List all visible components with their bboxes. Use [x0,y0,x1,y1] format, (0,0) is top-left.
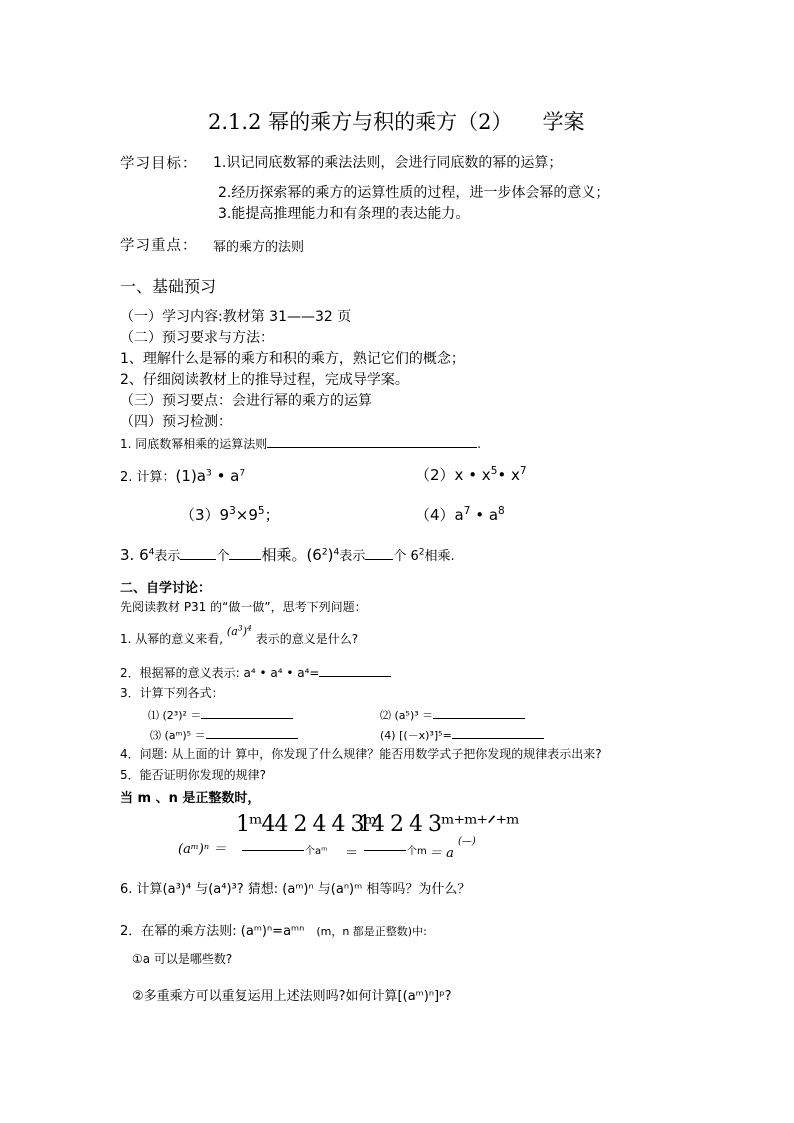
preview-q3 [120,544,455,565]
calc-text: ⑴ (2³)² ＝ [148,709,202,722]
exponent: 8 [498,505,505,517]
expr: 3. 6 [120,546,149,564]
expr: 表示 [339,549,366,564]
preview-q1 [120,433,481,452]
sub-question-2: ②多重乘方可以重复运用上述法则吗?如何计算[(aᵐ)ⁿ]ᵖ? [132,989,452,1004]
exponent: 7 [519,465,527,477]
discussion-q6: 6. 计算(a³)⁴ 与(a⁴)³? 猜想: (aᵐ)ⁿ 与(aⁿ)ᵐ 相等吗？为什么？ [120,882,471,897]
expr: ) [242,625,247,638]
exponent: 3 [237,623,243,633]
answer-blank[interactable] [267,433,477,448]
expr: ； [264,506,280,524]
calc-text: (4) [(－x)³]⁵= [380,729,452,742]
discussion-q2 [120,662,391,681]
calc-text: ⑵ (a⁵)³ ＝ [380,709,434,722]
condition-line: 当 m 、n 是正整数时， [120,791,261,806]
preview-q2-label: 2. 计算： [120,470,176,485]
objective-item: 1.识记同底数幂的乘法法则，会进行同底数的幂的运算； [213,155,563,171]
exponent: 4 [333,547,340,558]
page-title [208,106,584,136]
derivation-blank-1[interactable] [242,850,304,851]
expr: • a [211,467,240,485]
derivation-blank-2[interactable] [364,850,406,851]
section1-line: （三）预习要点：会进行幂的乘方的运算 [120,393,372,409]
answer-blank[interactable] [452,724,544,739]
exponent: 7 [463,505,471,517]
calc-item-1 [148,704,293,723]
section1-line: （二）预习要求与方法： [120,330,274,346]
focus-label: 学习重点： [120,238,198,254]
derivation-rhs-exp: (—) [458,836,476,847]
expr: (a [226,625,238,638]
derivation-sub-1: 个aᵐ [305,846,328,857]
derivation-eq-2: ＝ [345,846,359,861]
derivation-sub-2: 个m [407,846,427,857]
expr: • x [497,466,520,484]
section2-intro: 先阅读教材 P31 的“做一做”，思考下列问题： [120,600,367,614]
expr: ) [327,546,334,564]
preview-q2d [415,504,505,525]
calc-text: ⑶ (aᵐ)⁵ ＝ [150,729,206,742]
question-text: 2．根据幂的意义表示: a⁴ • a⁴ • a⁴= [120,666,320,680]
answer-blank[interactable] [201,704,293,719]
exponent: 5 [257,505,265,517]
section2-heading: 二、自学讨论： [120,581,212,596]
calc-item-2 [380,704,525,723]
expr: • a [470,506,499,524]
expr: （4）a [415,506,464,524]
expr: (1)a [175,467,206,485]
question-text: 2．在幂的乘方法则: (aᵐ)ⁿ=aᵐⁿ [120,924,305,939]
expr: 个 6 [393,549,419,564]
derivation-eq-3: ＝ a [429,846,454,861]
expr: ×9 [235,506,258,524]
exponent: 3 [229,505,236,517]
exponent: 2 [321,547,328,558]
discussion-q1 [120,623,359,647]
discussion-q5: 5．能否证明你发现的规律? [120,768,267,782]
discussion-q3: 3．计算下列各式： [120,686,224,700]
expr: 相乘. [424,549,455,564]
section1-line: 2、仔细阅读教材上的推导过程，完成导学案。 [120,372,409,388]
calc-item-3 [150,724,298,743]
expr: （2）x • x [415,466,491,484]
title-suffix: 学案 [542,110,585,134]
derivation-block [0,808,794,868]
exponent: 4 [148,547,155,558]
objectives-label: 学习目标： [120,156,198,172]
derivation-brace-1: 1ᵐ44 2 4 4 3ᵐ [236,812,376,837]
math-expr [227,625,252,638]
discussion-q7 [120,920,427,939]
question-note: (m，n 都是正整数)中: [316,925,427,938]
exponent: 7 [239,468,246,479]
answer-blank[interactable] [206,724,298,739]
objective-item: 2.经历探索幂的乘方的运算性质的过程，进一步体会幂的意义； [218,185,610,201]
answer-blank[interactable] [229,545,261,560]
derivation-lhs: (aᵐ)ⁿ ＝ [178,842,227,857]
preview-q2c [180,504,280,525]
exponent: 2 [418,547,425,558]
question-text: 表示的意义是什么? [255,632,359,646]
calc-item-4 [380,724,544,743]
discussion-q4: 4．问题: 从上面的计 算中，你发现了什么规律？能否用数学式子把你发现的规律表示出来? [120,747,602,761]
focus-text: 幂的乘方的法则 [213,240,305,255]
expr: 相乘。(6 [261,546,322,564]
preview-q2b [415,464,527,485]
objective-item: 3.能提高推理能力和有条理的表达能力。 [218,206,470,222]
exponent: 3 [206,468,212,479]
exponent: 5 [490,465,498,477]
exponent: 4 [246,623,252,633]
answer-blank[interactable] [319,662,391,677]
section1-line: 1、理解什么是幂的乘方和积的乘方，熟记它们的概念； [120,351,465,367]
derivation-brace-2: 14 2 4 3ᵐ⁺ᵐ⁺ᐟ⁺ᵐ [358,812,519,837]
question-text: 1. 从幂的意义来看, [120,632,224,646]
title-main: 2.1.2 幂的乘方与积的乘方（2） [208,110,513,134]
preview-q1-text: 1. 同底数幂相乘的运算法则 [120,437,268,451]
section1-heading: 一、基础预习 [120,277,217,296]
preview-q1-end: . [477,437,482,451]
expr: （3）9 [180,506,230,524]
preview-q2a [120,466,245,485]
expr: 个 [216,549,230,564]
section1-line: （四）预习检测： [120,414,232,430]
answer-blank[interactable] [365,545,393,560]
section1-line: （一）学习内容:教材第 31——32 页 [120,309,352,325]
sub-question-1: ①a 可以是哪些数? [132,952,233,966]
answer-blank[interactable] [433,704,525,719]
answer-blank[interactable] [180,545,216,560]
expr: 表示 [154,549,181,564]
